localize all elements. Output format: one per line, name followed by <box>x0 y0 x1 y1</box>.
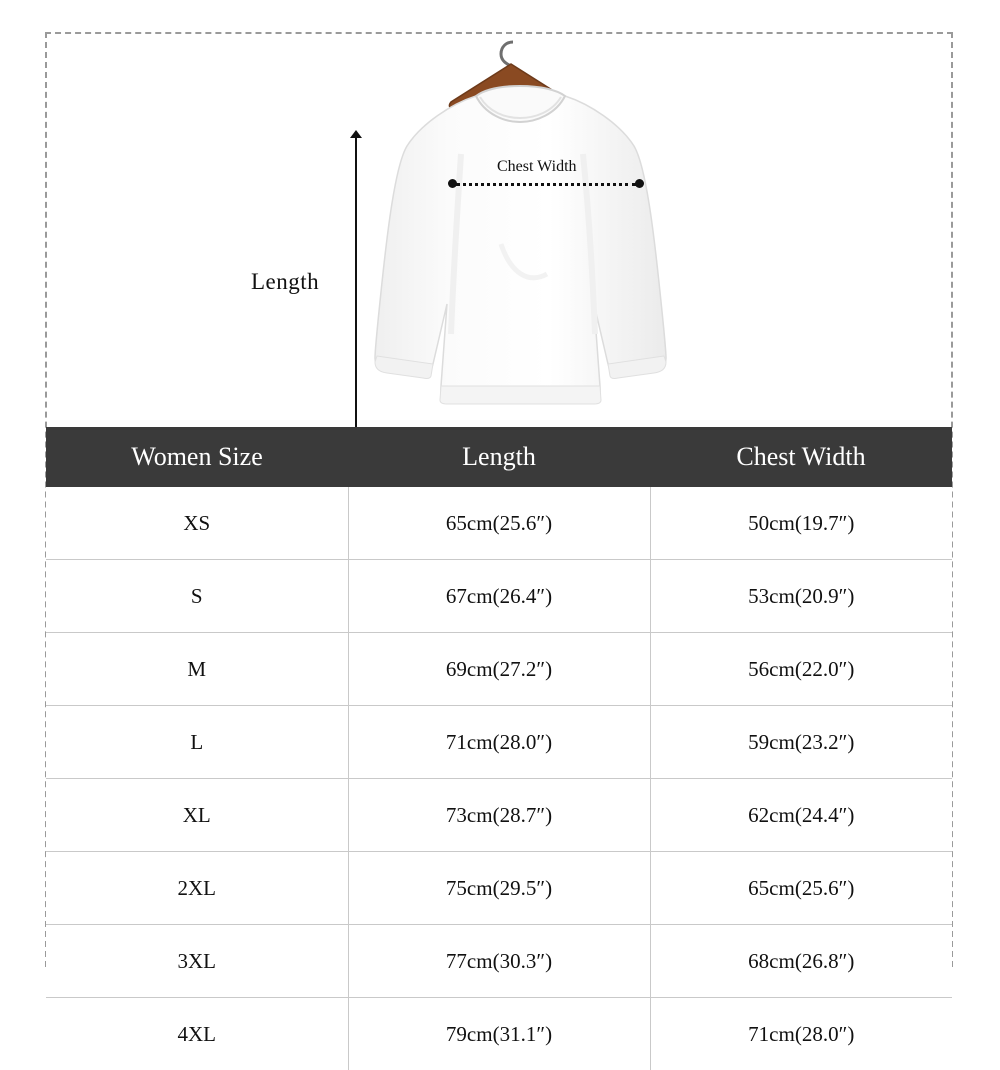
column-header-chest-width: Chest Width <box>650 427 952 487</box>
garment-illustration <box>46 34 952 427</box>
column-header-size: Women Size <box>46 427 348 487</box>
table-row <box>46 633 952 706</box>
table-body <box>46 487 952 1070</box>
table-row <box>46 925 952 998</box>
cell-chest-width: 68cm(26.8″) <box>650 925 952 998</box>
chest-measure-bar <box>456 183 636 186</box>
cell-length: 69cm(27.2″) <box>348 633 650 706</box>
cell-length: 79cm(31.1″) <box>348 998 650 1070</box>
table-row <box>46 560 952 633</box>
column-header-length: Length <box>348 427 650 487</box>
chest-endpoint-right-icon <box>635 179 644 188</box>
length-measure-bar <box>355 136 357 436</box>
cell-size: XS <box>46 487 348 560</box>
table-row <box>46 487 952 560</box>
cell-length: 75cm(29.5″) <box>348 852 650 925</box>
cell-chest-width: 71cm(28.0″) <box>650 998 952 1070</box>
cell-length: 65cm(25.6″) <box>348 487 650 560</box>
cell-length: 73cm(28.7″) <box>348 779 650 852</box>
table-row <box>46 706 952 779</box>
cell-size: 3XL <box>46 925 348 998</box>
cell-chest-width: 56cm(22.0″) <box>650 633 952 706</box>
cell-chest-width: 59cm(23.2″) <box>650 706 952 779</box>
cell-size: 2XL <box>46 852 348 925</box>
cell-chest-width: 62cm(24.4″) <box>650 779 952 852</box>
table-row <box>46 779 952 852</box>
cell-size: 4XL <box>46 998 348 1070</box>
cell-size: XL <box>46 779 348 852</box>
cell-length: 77cm(30.3″) <box>348 925 650 998</box>
table-row <box>46 998 952 1070</box>
cell-length: 71cm(28.0″) <box>348 706 650 779</box>
table-header <box>46 427 952 487</box>
chest-measure-line <box>448 178 644 192</box>
length-measure-line <box>346 130 366 442</box>
cell-length: 67cm(26.4″) <box>348 560 650 633</box>
cell-size: S <box>46 560 348 633</box>
length-annotation-label: Length <box>251 269 319 295</box>
table-row <box>46 852 952 925</box>
cell-size: L <box>46 706 348 779</box>
chest-annotation-label: Chest Width <box>497 158 577 176</box>
cell-chest-width: 65cm(25.6″) <box>650 852 952 925</box>
table-header-row <box>46 427 952 487</box>
cell-chest-width: 53cm(20.9″) <box>650 560 952 633</box>
cell-size: M <box>46 633 348 706</box>
size-chart-table <box>46 427 952 1070</box>
cell-chest-width: 50cm(19.7″) <box>650 487 952 560</box>
